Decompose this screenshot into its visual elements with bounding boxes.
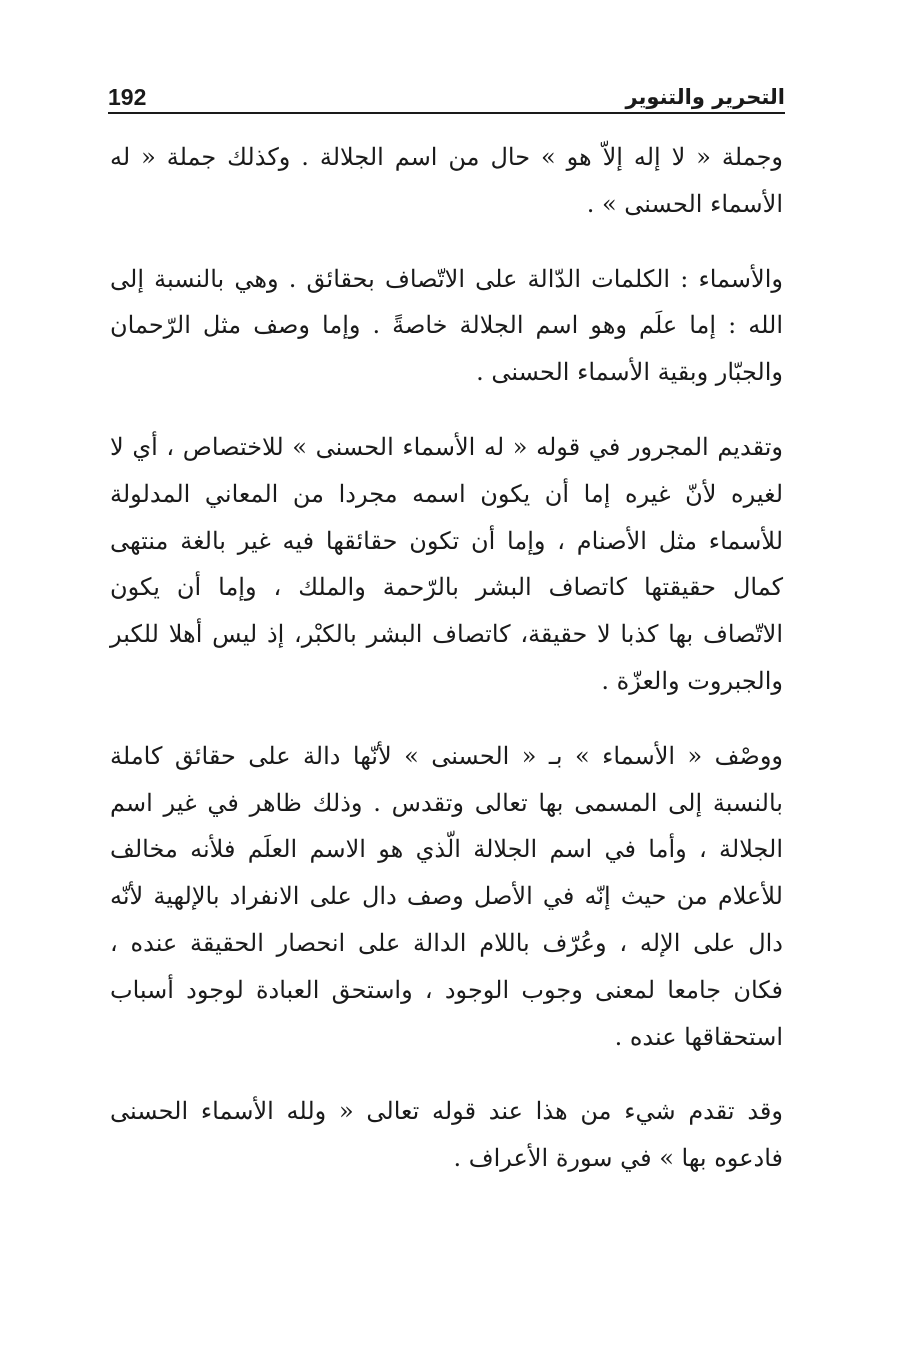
header-rule bbox=[108, 112, 785, 114]
page-number: 192 bbox=[108, 84, 147, 110]
running-head bbox=[108, 80, 785, 112]
paragraph-5: وقد تقدم شيء من هذا عند قوله تعالى « ولله الأسماء الحسنى فادعوه بها » في سورة الأعراف . bbox=[110, 1097, 783, 1173]
paragraph-3: وتقديم المجرور في قوله « له الأسماء الحسنى » للاختصاص ، أي لا لغيره لأنّ غيره إما أن يكون اسمه مجردا من المعاني المدلولة للأسماء مثل الأصنام ، وإما أن تكون حقائقها فيه غير بالغة منتهى كمال حقيقتها كاتصاف البشر بالرّحمة والملك ، وإما أن يكون الاتّصاف بها كذبا لا حقيقة، كاتصاف البشر بالكبْر، إذ ليس أهلا للكبر والجبروت والعزّة . bbox=[110, 432, 784, 695]
body-text bbox=[110, 134, 783, 1210]
paragraph-2: والأسماء : الكلمات الدّالة على الاتّصاف بحقائق . وهي بالنسبة إلى الله : إما علَم وهو اسم الجلالة خاصةً . وإما وصف مثل الرّحمان والجبّار وبقية الأسماء الحسنى . bbox=[110, 264, 783, 387]
book-title: التحرير والتنوير bbox=[625, 85, 785, 109]
paragraph-1: وجملة « لا إله إلاّ هو » حال من اسم الجلالة . وكذلك جملة « له الأسماء الحسنى » . bbox=[110, 143, 783, 218]
paragraph-4: ووصْف « الأسماء » بـ « الحسنى » لأنّها دالة على حقائق كاملة بالنسبة إلى المسمى بها تعالى وتقدس . وذلك ظاهر في غير اسم الجلالة ، وأما في اسم الجلالة الّذي هو الاسم العلَم فلأنه مخالف للأعلام من حيث إنّه في الأصل وصف دال على الانفراد بالإلهية لأنّه دال على الإله ، وعُرّف باللام الدالة على انحصار الحقيقة عنده ، فكان جامعا لمعنى وجوب الوجود ، واستحق العبادة لوجود أسباب استحقاقها عنده . bbox=[110, 741, 783, 1051]
